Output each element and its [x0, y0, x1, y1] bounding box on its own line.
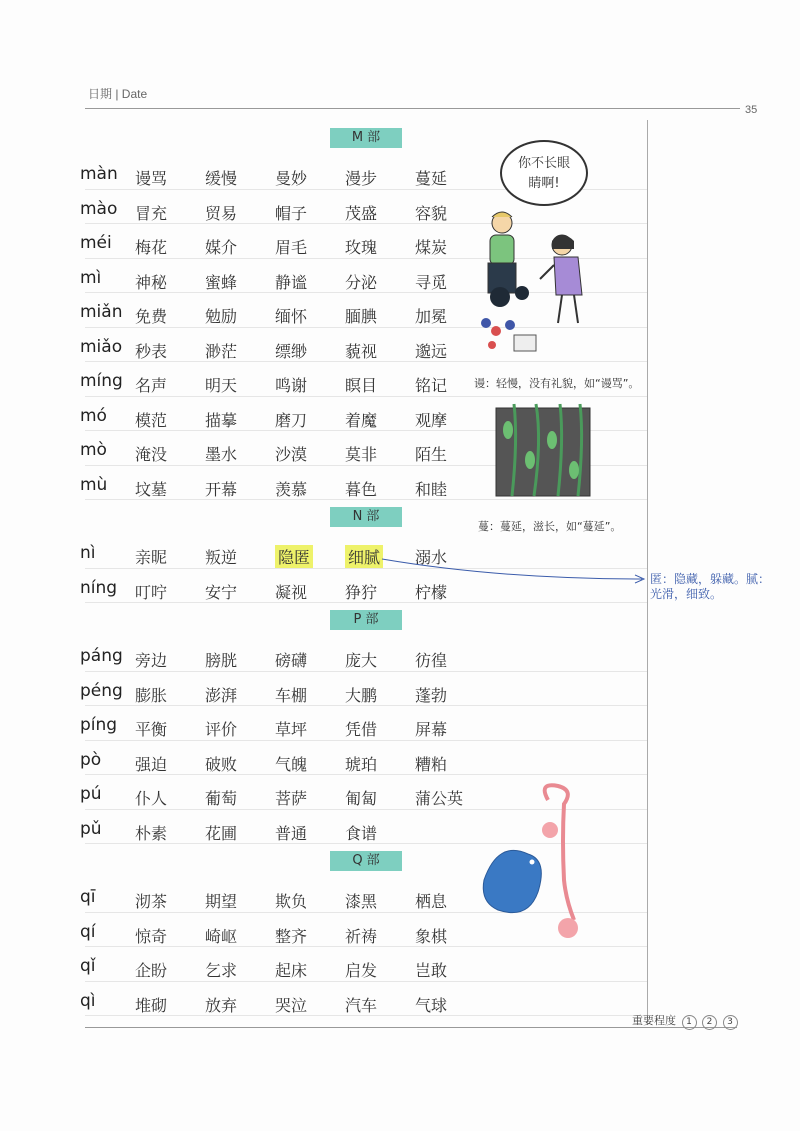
pinyin-label: mù	[80, 474, 108, 495]
vocab-word: 和睦	[415, 479, 448, 499]
vocab-word: 帽子	[275, 203, 308, 223]
vocab-word: 暮色	[345, 479, 378, 499]
arrow-connector	[380, 555, 650, 585]
vocab-word: 隐匿	[275, 545, 313, 568]
vocab-word: 崎岖	[205, 926, 238, 946]
vocab-word: 漆黑	[345, 892, 378, 911]
vocab-word: 贸易	[205, 203, 238, 223]
vocab-word: 欺负	[275, 892, 308, 911]
vocab-word: 渺茫	[205, 341, 238, 361]
vocab-word: 气球	[415, 995, 448, 1015]
vocab-word: 免费	[135, 307, 168, 326]
vocab-word: 气魄	[275, 754, 308, 774]
vocab-word: 安宁	[205, 582, 238, 602]
pinyin-label: píng	[80, 715, 118, 735]
vocab-word: 放弃	[205, 995, 238, 1015]
vocab-word: 秒表	[135, 341, 168, 361]
vocab-word: 膨胀	[135, 685, 168, 705]
bird-flower-illustration	[478, 780, 598, 950]
vocab-word: 象棋	[415, 926, 448, 946]
vocab-word: 沙漠	[275, 445, 308, 464]
vocab-word: 墨水	[205, 445, 238, 464]
vocab-word: 煤炭	[415, 238, 448, 257]
vocab-word: 蜜蜂	[205, 272, 238, 292]
vocab-word: 菩萨	[275, 789, 308, 808]
vocab-word: 鸣谢	[275, 376, 308, 395]
vocab-word: 漫步	[345, 169, 378, 188]
pinyin-label: níng	[80, 577, 118, 598]
section-header-m: M 部	[330, 128, 402, 148]
section-header-q: Q 部	[330, 851, 402, 871]
pinyin-label: pú	[80, 784, 102, 804]
speech-bubble	[500, 140, 588, 206]
page-number: 35	[745, 104, 758, 116]
vocab-word: 凝视	[275, 582, 308, 602]
importance-level-3: 3	[723, 1015, 738, 1030]
vocab-word: 草坪	[275, 720, 308, 739]
vocab-word: 分泌	[345, 272, 378, 292]
vocab-word: 莫非	[345, 445, 378, 464]
pinyin-label: míng	[80, 371, 123, 391]
vocab-word: 栖息	[415, 892, 448, 911]
pinyin-label: méi	[80, 233, 112, 253]
vocab-word: 细腻	[345, 545, 383, 568]
vocab-word: 静谧	[275, 272, 308, 292]
pinyin-label: péng	[80, 680, 123, 701]
vocab-word: 观摩	[415, 410, 448, 430]
vocab-word: 庞大	[345, 651, 378, 670]
note-man: 谩：轻慢，没有礼貌，如“谩骂”。	[474, 377, 640, 390]
importance-level-2: 2	[702, 1015, 717, 1030]
vocab-word: 狰狞	[345, 582, 378, 602]
vocab-word: 起床	[275, 961, 308, 980]
pinyin-label: qì	[80, 990, 96, 1011]
vocab-word: 邈远	[415, 341, 448, 361]
vocab-word: 彷徨	[415, 651, 448, 670]
importance-label: 重要程度	[632, 1014, 676, 1027]
vocab-word: 寻觅	[415, 272, 448, 292]
vocab-word: 启发	[345, 961, 378, 980]
vocab-word: 磨刀	[275, 410, 308, 430]
section-header-n: N 部	[330, 507, 402, 527]
note-vine: 蔓：蔓延，滋长，如“蔓延”。	[478, 520, 622, 533]
vocab-word: 破败	[205, 754, 238, 774]
vocab-word: 腼腆	[345, 307, 378, 326]
vocab-word: 旁边	[135, 651, 168, 670]
vocab-word: 哭泣	[275, 995, 308, 1015]
vocab-word: 岂敢	[415, 961, 448, 980]
vocab-word: 蓬勃	[415, 685, 448, 705]
vocab-word: 眉毛	[275, 238, 308, 257]
vocab-word: 汽车	[345, 995, 378, 1015]
cartoon-illustration	[470, 205, 610, 365]
pinyin-label: miǎo	[80, 336, 123, 357]
vocab-word: 藐视	[345, 341, 378, 361]
vocab-word: 明天	[205, 376, 238, 395]
importance-indicator	[632, 1012, 738, 1030]
speech-bubble-line2: 睛啊!	[528, 176, 560, 191]
importance-level-1: 1	[682, 1015, 697, 1030]
section-header-p: P 部	[330, 610, 402, 630]
pinyin-label: mó	[80, 405, 107, 426]
vocab-word: 大鹏	[345, 685, 378, 705]
vocab-word: 缓慢	[205, 169, 238, 188]
vocab-word: 糟粕	[415, 754, 448, 774]
vocab-word: 铭记	[415, 376, 448, 395]
vocab-word: 车棚	[275, 685, 308, 705]
vocab-word: 强迫	[135, 754, 168, 774]
vocab-word: 缅怀	[275, 307, 308, 326]
speech-bubble-line1: 你不长眼	[517, 156, 570, 171]
vocab-word: 容貌	[415, 203, 448, 223]
vocab-word: 企盼	[135, 961, 168, 980]
vocab-word: 瞑目	[345, 376, 378, 395]
vocab-word: 膀胱	[205, 651, 238, 670]
vocab-word: 玫瑰	[345, 238, 378, 257]
pinyin-label: qǐ	[80, 956, 96, 976]
pinyin-label: nì	[80, 543, 96, 563]
vocab-word: 沏茶	[135, 892, 168, 911]
vocab-word: 食谱	[345, 823, 378, 843]
vocab-word: 媒介	[205, 238, 238, 257]
vocab-word: 堆砌	[135, 995, 168, 1015]
vocab-word: 匍匐	[345, 789, 378, 808]
vocab-word: 柠檬	[415, 582, 448, 602]
vocab-word: 茂盛	[345, 203, 378, 223]
pinyin-label: páng	[80, 646, 123, 666]
vocab-word: 琥珀	[345, 754, 378, 774]
vocab-word: 祈祷	[345, 926, 378, 946]
vocab-word: 惊奇	[135, 926, 168, 946]
pinyin-label: qí	[80, 921, 96, 942]
vocab-word: 加冕	[415, 307, 448, 326]
vocab-word: 缥缈	[275, 341, 308, 361]
vocab-word: 蔓延	[415, 169, 448, 188]
vocab-word: 着魔	[345, 410, 378, 430]
vocab-word: 平衡	[135, 720, 168, 739]
side-note: 匿：隐藏，躲藏。腻：光滑，细致。	[650, 572, 771, 601]
vine-wall-illustration	[494, 400, 592, 500]
vocab-word: 朴素	[135, 823, 168, 843]
vocab-word: 坟墓	[135, 479, 168, 499]
vocab-word: 淹没	[135, 445, 168, 464]
pinyin-label: mào	[80, 198, 118, 219]
vocab-word: 乞求	[205, 961, 238, 980]
pinyin-label: mì	[80, 267, 102, 288]
vocab-word: 澎湃	[205, 685, 238, 705]
vocab-word: 名声	[135, 376, 168, 395]
pinyin-label: pǔ	[80, 818, 102, 839]
vocab-word: 屏幕	[415, 720, 448, 739]
vocab-word: 叛逆	[205, 548, 238, 567]
vocab-word: 曼妙	[275, 169, 308, 188]
vocab-word: 梅花	[135, 238, 168, 257]
vocab-word: 开幕	[205, 479, 238, 499]
vocab-word: 叮咛	[135, 582, 168, 602]
pinyin-label: màn	[80, 164, 118, 184]
pinyin-label: pò	[80, 749, 102, 770]
vocab-word: 羡慕	[275, 479, 308, 499]
vocab-word: 仆人	[135, 789, 168, 808]
vocab-word: 葡萄	[205, 789, 238, 808]
vocab-word: 磅礴	[275, 651, 308, 670]
vocab-word: 谩骂	[135, 169, 168, 188]
vocab-word: 勉励	[205, 307, 238, 326]
vocab-word: 神秘	[135, 272, 168, 292]
pinyin-label: miǎn	[80, 302, 123, 322]
vocab-word: 评价	[205, 720, 238, 739]
top-rule	[85, 108, 740, 109]
vocab-word: 描摹	[205, 410, 238, 430]
vocab-word: 普通	[275, 823, 308, 843]
vocab-word: 整齐	[275, 926, 308, 946]
date-label: 日期 | Date	[88, 87, 148, 101]
vocab-word: 期望	[205, 892, 238, 911]
vocab-word: 冒充	[135, 203, 168, 223]
vocab-word: 亲昵	[135, 548, 168, 567]
pinyin-label: qī	[80, 887, 96, 907]
vocab-word: 溺水	[415, 548, 448, 567]
pinyin-label: mò	[80, 440, 107, 460]
vocab-word: 花圃	[205, 823, 238, 843]
vocab-word: 蒲公英	[415, 789, 464, 808]
vocab-word: 凭借	[345, 720, 378, 739]
vocab-word: 模范	[135, 410, 168, 430]
vocab-word: 陌生	[415, 445, 448, 464]
